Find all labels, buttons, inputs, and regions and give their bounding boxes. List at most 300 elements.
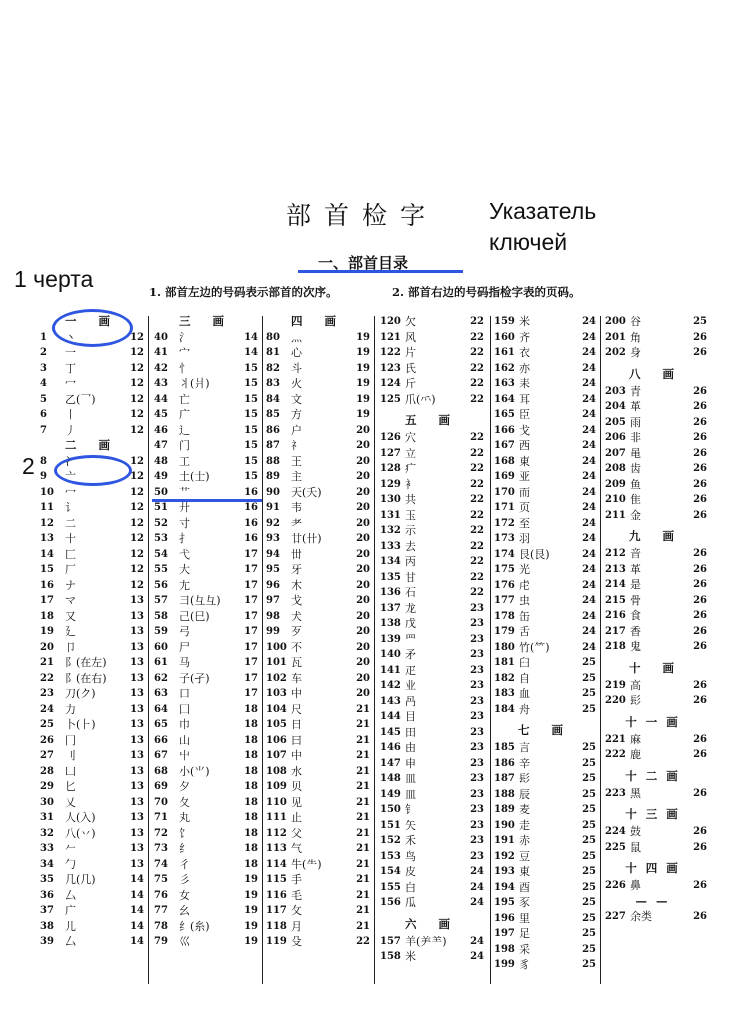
radical-number: 17	[40, 595, 54, 606]
radical-glyph: 余类	[630, 910, 652, 923]
radical-entry	[380, 392, 484, 408]
radical-glyph: 辶	[179, 423, 190, 437]
radical-glyph: 氵	[179, 330, 190, 344]
radical-column-1	[40, 314, 144, 950]
radical-number: 56	[154, 579, 168, 591]
radical-entry	[40, 919, 144, 935]
page-number: 14	[130, 920, 144, 932]
radical-entry	[266, 469, 370, 485]
stroke-count-heading: 九 画	[628, 529, 683, 543]
radical-number: 43	[154, 378, 168, 389]
radical-entry	[40, 795, 144, 811]
page-number: 24	[470, 935, 484, 947]
radical-number: 37	[40, 905, 54, 916]
radical-entry	[605, 678, 707, 694]
stroke-count-heading: 十一画	[625, 714, 687, 729]
page-number: 26	[693, 749, 707, 760]
radical-entry	[605, 477, 707, 493]
radical-entry	[154, 640, 258, 656]
radical-glyph: 鼠	[630, 840, 641, 854]
radical-glyph: 皿	[405, 787, 416, 801]
page-number: 13	[130, 719, 144, 730]
page-number: 24	[582, 331, 596, 343]
radical-glyph: 走	[519, 818, 530, 832]
radical-glyph: 风	[405, 330, 416, 344]
radical-glyph: 麦	[519, 803, 530, 816]
radical-entry	[380, 376, 484, 392]
stroke-count-heading: 十四画	[625, 861, 687, 875]
radical-number: 205	[605, 416, 626, 428]
radical-number: 69	[154, 781, 168, 792]
radical-entry	[494, 671, 596, 687]
radical-number: 122	[380, 347, 401, 358]
radical-entry	[266, 438, 370, 454]
radical-number: 136	[380, 587, 401, 598]
radical-entry	[266, 361, 370, 377]
radical-glyph: 力	[65, 702, 76, 716]
radical-glyph: 一	[65, 346, 76, 359]
radical-entry	[380, 570, 484, 586]
radical-number: 89	[266, 471, 280, 482]
radical-glyph: 十	[65, 532, 76, 545]
radical-glyph: 车	[291, 671, 302, 685]
radical-number: 139	[380, 633, 401, 645]
radical-glyph: 土(士)	[179, 470, 210, 483]
radical-number: 109	[266, 781, 287, 792]
radical-glyph: 豆	[519, 849, 530, 863]
radical-entry	[380, 663, 484, 679]
page-number: 21	[356, 781, 370, 792]
radical-entry	[380, 345, 484, 361]
radical-entry	[605, 577, 707, 593]
radical-entry	[40, 593, 144, 609]
page-number: 26	[693, 610, 707, 621]
radical-entry	[380, 771, 484, 787]
page-number: 23	[470, 649, 484, 660]
radical-number: 148	[380, 773, 401, 784]
radical-glyph: 木	[291, 578, 302, 592]
column-divider	[148, 316, 149, 984]
radical-glyph: 女	[179, 888, 190, 902]
radical-entry	[266, 841, 370, 857]
radical-entry	[154, 919, 258, 935]
radical-glyph: 至	[519, 516, 530, 530]
radical-entry	[494, 407, 596, 423]
radical-entry	[494, 911, 596, 927]
radical-entry	[380, 430, 484, 446]
page-number: 23	[470, 618, 484, 629]
radical-entry	[605, 345, 707, 361]
radical-number: 137	[380, 602, 401, 614]
radical-glyph: 革	[630, 400, 641, 413]
radical-entry	[40, 810, 144, 826]
radical-entry	[605, 330, 707, 346]
radical-entry	[154, 516, 258, 532]
radical-glyph: 足	[519, 927, 530, 940]
page-number: 24	[582, 409, 596, 420]
radical-number: 115	[266, 874, 287, 885]
radical-entry	[154, 872, 258, 888]
page-number: 15	[244, 455, 258, 467]
page-number: 19	[244, 905, 258, 916]
stroke-count-heading: 七 画	[517, 723, 572, 737]
radical-number: 93	[266, 533, 280, 544]
page-number: 26	[693, 695, 707, 706]
radical-number: 180	[494, 641, 515, 653]
stroke-count-heading: 十二画	[625, 768, 687, 783]
radical-number: 110	[266, 796, 287, 808]
radical-number: 222	[605, 749, 626, 760]
radical-entry	[266, 516, 370, 532]
radical-glyph: 王	[291, 454, 302, 468]
radical-number: 80	[266, 331, 280, 343]
page-number: 26	[693, 787, 707, 799]
page-number: 13	[130, 641, 144, 653]
radical-glyph: 犬	[291, 609, 302, 623]
page-number: 14	[130, 874, 144, 885]
stroke-count-heading: 六 画	[404, 916, 459, 931]
radical-number: 201	[605, 331, 626, 343]
radical-entry	[494, 864, 596, 880]
page-number: 23	[470, 757, 484, 769]
radical-number: 197	[494, 928, 515, 939]
stroke-count-heading: 一 画	[64, 314, 119, 328]
radical-glyph: 隹	[630, 493, 641, 506]
radical-number: 218	[605, 641, 626, 652]
page-number: 20	[356, 595, 370, 606]
radical-number: 3	[40, 362, 47, 374]
radical-number: 132	[380, 525, 401, 536]
radical-number: 224	[605, 826, 626, 837]
radical-entry	[154, 717, 258, 733]
radical-entry	[494, 562, 596, 578]
page-number: 21	[356, 905, 370, 916]
radical-entry	[40, 702, 144, 718]
annotation-russian-title	[489, 196, 659, 258]
radical-number: 33	[40, 843, 54, 854]
radical-number: 171	[494, 502, 515, 513]
radical-number: 142	[380, 680, 401, 691]
radical-number: 44	[154, 393, 168, 405]
radical-number: 25	[40, 719, 54, 730]
page-number: 22	[470, 525, 484, 536]
radical-entry	[40, 857, 144, 873]
radical-number: 83	[266, 378, 280, 389]
radical-entry	[605, 446, 707, 462]
section-title-underline-mark	[298, 270, 463, 273]
radical-number: 53	[154, 533, 168, 544]
page-number: 20	[356, 579, 370, 591]
radical-glyph: 匕	[65, 780, 76, 793]
radical-entry	[494, 516, 596, 532]
radical-glyph: 曰	[291, 733, 302, 747]
radical-glyph: 采	[519, 942, 530, 956]
page-number: 26	[693, 911, 707, 922]
column-divider	[262, 316, 263, 984]
radical-glyph: 而	[519, 485, 530, 499]
radical-number: 54	[154, 548, 168, 560]
radical-entry	[40, 562, 144, 578]
radical-entry	[266, 392, 370, 408]
page-number: 15	[244, 440, 258, 451]
radical-entry	[494, 702, 596, 718]
radical-entry	[154, 795, 258, 811]
radical-glyph: 赤	[519, 834, 530, 847]
radical-number: 188	[494, 788, 515, 800]
radical-glyph: 礻	[291, 439, 302, 452]
radical-number: 133	[380, 540, 401, 552]
radical-entry	[40, 376, 144, 392]
page-number: 16	[244, 502, 258, 513]
radical-number: 4	[40, 378, 47, 389]
page-number: 24	[582, 517, 596, 529]
radical-glyph: 耳	[519, 392, 530, 406]
radical-number: 119	[266, 936, 287, 947]
radical-entry	[605, 747, 707, 763]
radical-number: 145	[380, 726, 401, 738]
radical-glyph: 立	[405, 446, 416, 460]
radical-glyph: 见	[291, 795, 302, 809]
radical-number: 157	[380, 935, 401, 947]
radical-glyph: 米	[519, 315, 530, 328]
page-number: 22	[470, 432, 484, 443]
radical-number: 162	[494, 362, 515, 374]
page-number: 25	[582, 804, 596, 815]
radical-entry	[605, 314, 707, 330]
radical-entry	[154, 361, 258, 377]
radical-entry	[494, 640, 596, 656]
page-number: 18	[244, 765, 258, 777]
radical-number: 183	[494, 688, 515, 699]
radical-number: 61	[154, 657, 168, 668]
page-number: 26	[693, 416, 707, 428]
radical-entry	[380, 554, 484, 570]
radical-number: 47	[154, 440, 168, 451]
radical-glyph: 丶	[65, 330, 76, 344]
radical-entry	[154, 764, 258, 780]
radical-number: 88	[266, 455, 280, 467]
page-number: 23	[470, 726, 484, 738]
radical-glyph: 钅	[405, 803, 416, 816]
radical-number: 160	[494, 331, 515, 343]
page-number: 13	[130, 703, 144, 715]
radical-number: 117	[266, 905, 287, 916]
radical-entry	[605, 693, 707, 709]
radical-entry	[380, 523, 484, 539]
page-number: 12	[130, 347, 144, 358]
radical-entry	[605, 430, 707, 446]
page-number: 25	[693, 316, 707, 327]
radical-entry	[494, 624, 596, 640]
radical-column-2	[154, 314, 258, 950]
radical-number: 23	[40, 688, 54, 699]
radical-number: 50	[154, 486, 168, 498]
radical-entry	[154, 702, 258, 718]
page-number: 16	[244, 517, 258, 529]
page-number: 13	[130, 595, 144, 606]
radical-number: 189	[494, 804, 515, 815]
radical-entry	[266, 655, 370, 671]
radical-glyph: 臼	[519, 656, 530, 669]
radical-entry	[494, 756, 596, 772]
radical-column-4	[380, 314, 484, 965]
radical-entry	[494, 655, 596, 671]
radical-number: 144	[380, 711, 401, 722]
radical-number: 164	[494, 393, 515, 405]
radical-glyph: 火	[291, 377, 302, 390]
page-number: 17	[244, 595, 258, 606]
radical-entry	[154, 888, 258, 904]
page-number: 12	[130, 564, 144, 575]
page-number: 12	[130, 331, 144, 343]
page-number: 21	[356, 750, 370, 761]
radical-entry	[380, 678, 484, 694]
radical-entry	[154, 500, 258, 516]
radical-glyph: 灬	[291, 330, 302, 344]
page-number: 19	[244, 920, 258, 932]
page-number: 18	[244, 858, 258, 870]
column-divider	[600, 316, 601, 984]
page-number: 20	[356, 641, 370, 653]
radical-entry	[605, 415, 707, 431]
page-number: 18	[244, 734, 258, 746]
radical-glyph: 卩	[65, 640, 76, 654]
page-number: 19	[244, 874, 258, 885]
page-number: 19	[356, 362, 370, 374]
page-number: 16	[244, 486, 258, 498]
page-number: 24	[582, 626, 596, 637]
radical-glyph: 彡	[179, 873, 190, 886]
page-number: 17	[244, 579, 258, 591]
radical-number: 227	[605, 911, 626, 922]
page-number: 26	[693, 880, 707, 891]
page-number: 23	[470, 788, 484, 800]
radical-entry	[266, 764, 370, 780]
radical-entry	[380, 849, 484, 865]
radical-glyph: 山	[179, 733, 190, 747]
radical-glyph: 马	[179, 656, 190, 669]
radical-glyph: 月	[291, 919, 302, 933]
page-number: 21	[356, 827, 370, 839]
radical-number: 177	[494, 595, 515, 606]
radical-glyph: 斗	[291, 361, 302, 375]
radical-number: 99	[266, 626, 280, 637]
page-title: 部首检字	[286, 201, 439, 230]
radical-entry	[154, 407, 258, 423]
radical-glyph: 非	[630, 431, 641, 444]
radical-glyph: 鬼	[630, 640, 641, 653]
radical-glyph: 讠	[65, 501, 76, 514]
radical-number: 34	[40, 858, 54, 870]
radical-glyph: 歹	[291, 625, 302, 638]
radical-glyph: 手	[291, 873, 302, 886]
radical-entry	[266, 872, 370, 888]
radical-entry	[605, 384, 707, 400]
radical-glyph: 白	[405, 880, 416, 894]
page-number: 25	[582, 703, 596, 715]
radical-entry	[380, 477, 484, 493]
radical-number: 121	[380, 331, 401, 343]
page-number: 18	[244, 750, 258, 761]
radical-glyph: 甘	[405, 570, 416, 584]
radical-entry	[494, 423, 596, 439]
page-number: 22	[470, 362, 484, 374]
radical-glyph: 玉	[405, 508, 416, 522]
page-number: 13	[130, 688, 144, 699]
radical-number: 63	[154, 688, 168, 699]
page-number: 19	[356, 378, 370, 389]
annotation-one-stroke: 1 черта	[14, 266, 94, 292]
radical-number: 208	[605, 463, 626, 474]
radical-number: 26	[40, 734, 54, 746]
radical-entry	[494, 740, 596, 756]
radical-glyph: 几(几)	[65, 873, 96, 886]
radical-glyph: 罒	[405, 632, 416, 646]
page-number: 24	[582, 595, 596, 606]
radical-entry	[266, 795, 370, 811]
page-number: 24	[582, 440, 596, 451]
radical-entry	[266, 919, 370, 935]
radical-glyph: 耒	[519, 377, 530, 390]
radical-entry	[154, 733, 258, 749]
page-number: 25	[582, 819, 596, 831]
radical-number: 182	[494, 672, 515, 684]
radical-entry	[380, 647, 484, 663]
radical-entry	[266, 857, 370, 873]
radical-glyph: 儿	[65, 919, 76, 933]
radical-glyph: 齐	[519, 330, 530, 344]
page-number: 19	[244, 889, 258, 901]
page-number: 26	[693, 826, 707, 837]
radical-glyph: 瓜	[405, 896, 416, 909]
radical-glyph: 氏	[405, 361, 416, 375]
page-number: 25	[582, 881, 596, 893]
radical-glyph: 瓦	[291, 656, 302, 669]
page-number: 25	[582, 866, 596, 877]
radical-entry	[380, 330, 484, 346]
radical-glyph: 疋	[405, 663, 416, 677]
stroke-count-heading: 四 画	[290, 314, 345, 328]
radical-glyph: 尸	[179, 640, 190, 654]
radical-glyph: 廾	[179, 501, 190, 514]
radical-glyph: 止	[291, 811, 302, 824]
radical-number: 173	[494, 533, 515, 544]
radical-number: 226	[605, 880, 626, 891]
radical-glyph: 鼻	[630, 879, 641, 892]
radical-number: 128	[380, 463, 401, 474]
annotation-russian-line-2: ключей	[489, 229, 568, 255]
radical-glyph: 丨	[65, 408, 76, 421]
page-number: 17	[244, 688, 258, 699]
radical-entry	[494, 392, 596, 408]
page-number: 26	[693, 594, 707, 606]
radical-glyph: 舟	[519, 702, 530, 716]
radical-glyph: 父	[291, 826, 302, 840]
radical-glyph: 巾	[179, 718, 190, 731]
stroke-count-heading: 十 画	[628, 660, 683, 675]
radical-number: 195	[494, 897, 515, 908]
radical-number: 102	[266, 672, 287, 684]
radical-number: 219	[605, 679, 626, 691]
radical-glyph: 身	[630, 346, 641, 359]
radical-number: 152	[380, 835, 401, 846]
radical-number: 42	[154, 362, 168, 374]
radical-glyph: 不	[291, 640, 302, 654]
radical-glyph: 冎	[405, 694, 416, 708]
radical-glyph: 丗	[291, 547, 302, 561]
page-number: 19	[356, 347, 370, 358]
page-number: 14	[130, 905, 144, 916]
